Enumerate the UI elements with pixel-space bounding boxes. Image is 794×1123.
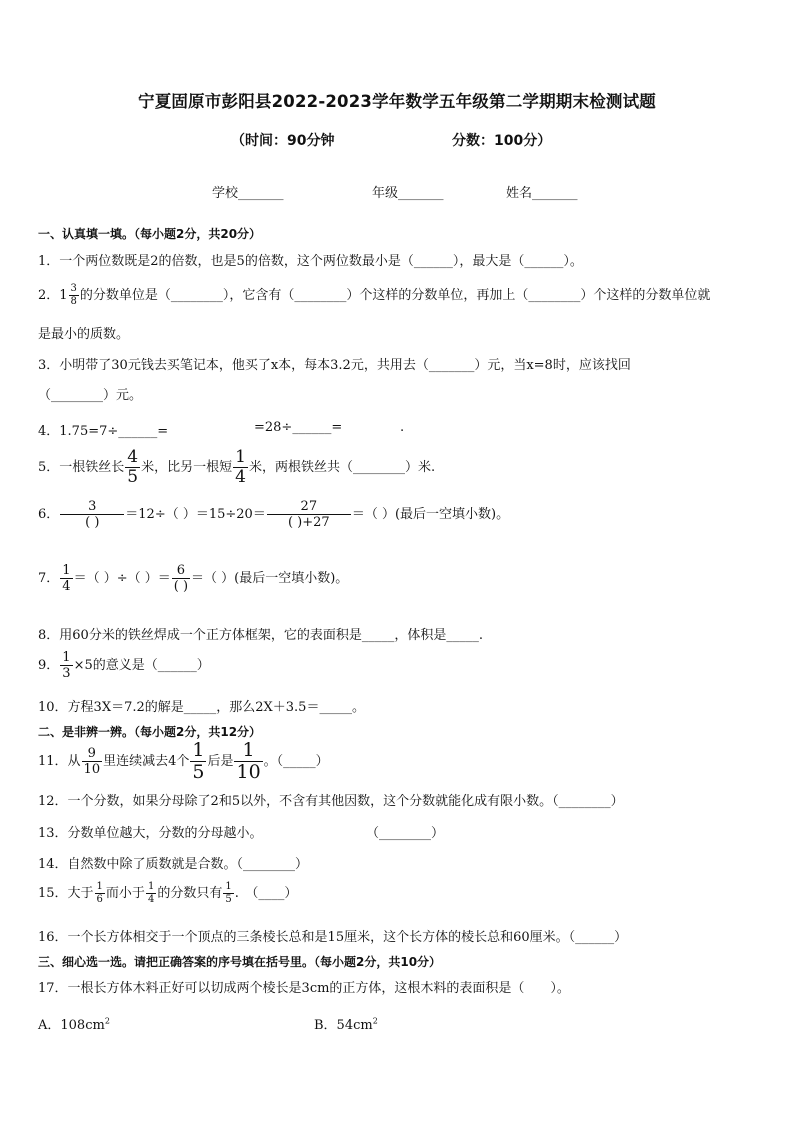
question-10: 10．方程3X＝7.2的解是_____，那么2X＋3.5＝_____。 [38,700,365,715]
section-1-heading: 一、认真填一填。（每小题2分，共20分） [38,227,262,241]
section-2-heading: 二、是非辨一辨。（每小题2分，共12分） [38,725,262,739]
fraction-27-blank: $\frac{27}{( )+27}$ [267,500,351,529]
question-14: 14．自然数中除了质数就是合数。（________） [38,857,309,872]
fraction-6-blank: $\frac{6}{( )}$ [173,563,189,594]
exam-score: 分数：100分） [452,133,552,149]
question-1: 1．一个两位数既是2的倍数，也是5的倍数，这个两位数最小是（______），最大是（______）。 [38,254,583,269]
question-12: 12．一个分数，如果分母除了2和5以外，不含有其他因数，这个分数就能化成有限小数。（________） [38,794,624,809]
question-9: 9． $\frac{1}{3}$ ×5的意义是（______） [38,650,210,681]
question-6: 6． $\frac{3}{( )}$ ＝12÷（ ）＝15÷20＝ $\frac{27}{( )+27}$ ＝（ ）(最后一空填小数)。 [38,499,510,530]
question-4-end: . [400,420,405,435]
question-8: 8．用60分米的铁丝焊成一个正方体框架，它的表面积是_____，体积是_____. [38,628,483,643]
question-13-blank[interactable]: （________） [366,826,445,841]
option-b[interactable]: B．$54cm^2$ [314,1016,378,1033]
grade-field[interactable]: 年级_______ [372,186,444,201]
question-16: 16．一个长方体相交于一个顶点的三条棱长总和是15厘米，这个长方体的棱长总和60厘米。（______） [38,930,628,945]
question-4-part-b: =28÷______= [254,420,343,435]
fraction-1-4: $\frac{1}{4}$ [235,447,246,487]
school-field[interactable]: 学校_______ [212,186,284,201]
fraction-1-6: $\frac{1}{6}$ [96,881,103,905]
fraction-3-8: $\frac{3}{8}$ [70,283,77,307]
fraction-1-5: $\frac{1}{5}$ [192,739,205,783]
fraction-1-4: $\frac{1}{4}$ [147,881,155,905]
fraction-1-5: $\frac{1}{5}$ [225,881,232,905]
question-11: 11．从 $\frac{9}{10}$ 里连续减去4个 $\frac{1}{5}$ 后是 $\frac{1}{10}$ 。（_____） [38,739,329,783]
question-15: 15．大于 $\frac{1}{6}$ 而小于 $\frac{1}{4}$ 的分数只有 $\frac{1}{5}$ . （____） [38,881,298,905]
name-field[interactable]: 姓名_______ [506,186,578,201]
option-a[interactable]: A．$108cm^2$ [38,1016,110,1033]
page-title: 宁夏固原市彭阳县2022-2023学年数学五年级第二学期期末检测试题 [138,92,656,111]
fraction-1-4: $\frac{1}{4}$ [62,563,71,594]
question-17: 17．一根长方体木料正好可以切成两个棱长是3cm的正方体，这根木料的表面积是（ ）。 [38,981,570,996]
question-3-line-2: （________）元。 [38,388,143,403]
fraction-4-5: $\frac{4}{5}$ [127,447,139,487]
section-3-heading: 三、细心选一选。请把正确答案的序号填在括号里。（每小题2分，共10分） [38,955,442,969]
exam-time: （时间：90分钟 [231,133,335,149]
question-5: 5．一根铁丝长 $\frac{4}{5}$ 米，比另一根短 $\frac{1}{4}$ 米，两根铁丝共（________）米. [38,447,436,487]
question-4-part-a: 4．1.75=7÷______= [38,424,169,439]
question-2: 2．1 $\frac{3}{8}$ 的分数单位是（________），它含有（________）个这样的分数单位，再加上（________）个这样的分数单位就 [38,283,711,307]
question-7: 7． $\frac{1}{4}$ ＝（ ）÷（ ）＝ $\frac{6}{( )}$ ＝（ ）(最后一空填小数)。 [38,563,349,594]
fraction-9-10: $\frac{9}{10}$ [83,746,101,777]
question-13: 13．分数单位越大，分数的分母越小。 [38,826,263,841]
question-2-line-2: 是最小的质数。 [38,327,130,342]
fraction-3-blank: $\frac{3}{( )}$ [60,500,124,529]
fraction-1-10: $\frac{1}{10}$ [236,739,261,783]
fraction-1-3: $\frac{1}{3}$ [62,650,71,681]
question-3: 3．小明带了30元钱去买笔记本，他买了x本，每本3.2元，共用去（_______）元，当x=8时，应该找回 [38,358,631,373]
